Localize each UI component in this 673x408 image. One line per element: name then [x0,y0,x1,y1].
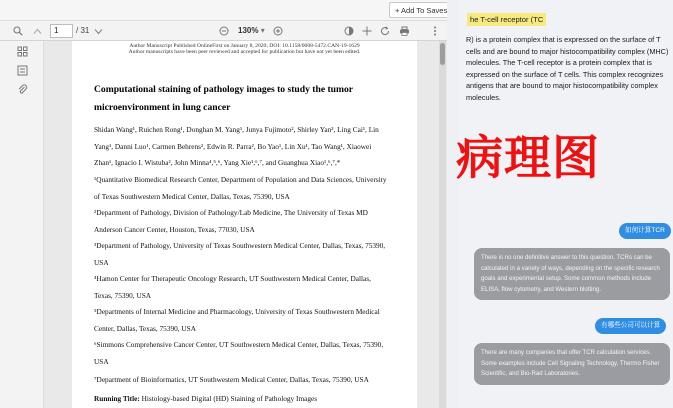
affiliation-line: USA [94,258,109,267]
highlighted-term: he T-cell receptor (TC [467,13,546,26]
panel-divider[interactable] [447,0,459,408]
affiliation-line: of Texas Southwestern Medical Center, Dallas, Texas, 75390, USA [94,192,290,201]
affiliation-line: Texas, 75390, USA [94,291,152,300]
affiliation-line: ⁵Departments of Internal Medicine and Pharmacology, University of Texas Southwestern Medical [94,307,380,316]
search-icon[interactable] [11,21,25,41]
add-to-saves-button[interactable]: + Add To Saves [389,2,447,18]
affiliation-line: ⁶Simmons Comprehensive Cancer Center, UT Southwestern Medical Center, Dallas, Texas, 75390, [94,340,384,349]
paperclip-icon[interactable] [16,84,28,96]
assistant-message: There is no one definitive answer to this question. TCRs can be calculated in a variety of ways, depending on the specific research goals and experimental setup. Some common methods include ELISA, flow cytometry, and Western blotting. [474,248,670,300]
user-message: 有哪些公司可以计算 [595,318,666,334]
scrollbar-thumb[interactable] [440,43,445,65]
affiliation-line: ⁷Department of Bioinformatics, UT Southwestern Medical Center, Dallas, Texas, 75390, USA [94,375,369,384]
author-line: Zhan¹, Ignacio I. Wistuba², John Minna⁴,⁵,⁶, Yang Xie¹,⁶,⁷, and Guanghua Xiao¹,⁶,⁷,* [94,158,341,167]
author-line: Yang¹, Danni Luo¹, Carmen Behrens², Edwin R. Parra², Bo Yao¹, Lin Xu¹, Tao Wang¹, Xiaowei [94,142,372,151]
running-title [94,394,317,403]
refresh-icon[interactable] [379,21,391,41]
running-title-label: Running Title: [94,394,140,403]
paper-title: Computational staining of pathology images to study the tumor microenvironment in lung cancer [94,84,353,113]
viewer-top-strip [0,0,447,20]
affiliation-line: ³Department of Pathology, University of Texas Southwestern Medical Center, Dallas, Texas, 75390, [94,241,386,250]
notice-line: Author manuscripts have been peer reviewed and accepted for publication but have not yet been edited. [128,49,361,56]
zoom-level[interactable] [238,21,265,41]
affiliation-line: Center, Dallas, Texas, 75390, USA [94,324,197,333]
contrast-icon[interactable] [343,21,355,41]
chat-panel [459,0,673,408]
page-total: / 31 [76,26,90,35]
affiliation-line: ²Department of Pathology, Division of Pathology/Lab Medicine, The University of Texas MD [94,208,368,217]
definition-text: R) is a protein complex that is expressed on the surface of T cells and are bound to major histocompatibility complex (MHC) molecules. The T-cell receptor is a protein complex that is expressed on the surface of T cells. This complex recognizes antigens that are bound to major histocompatibility complex molecules. [466,35,669,102]
pdf-scrollbar[interactable] [439,41,446,408]
zoom-caret-icon: ▾ [260,26,265,35]
affiliation-line: USA [94,357,109,366]
thumbnails-icon[interactable] [16,46,28,58]
move-icon[interactable] [361,21,373,41]
affiliation-line: ⁴Hamon Center for Therapeutic Oncology Research, UT Southwestern Medical Center, Dallas, [94,274,371,283]
chevron-up-icon[interactable] [31,21,43,41]
pdf-toolbar [0,20,447,41]
notice-line: Author Manuscript Published OnlineFirst on January 8, 2020; DOI: 10.1158/0008-5472.CAN-19-1629 [129,43,360,49]
watermark-text: 病理图 [456,131,600,186]
print-icon[interactable] [397,21,411,41]
assistant-message: There are many companies that offer TCR calculation services. Some examples include Cell Signaling Technology, Thermo Fisher Scientific, and Bio-Rad Laboratories. [474,343,670,385]
chevron-down-icon[interactable] [92,21,104,41]
affiliation-line: Anderson Cancer Center, Houston, Texas, 77030, USA [94,225,255,234]
author-line: Shidan Wang¹, Ruichen Rong¹, Donghan M. Yang¹, Junya Fujimoto², Shirley Yan³, Ling Cai¹, Lin [94,125,379,134]
page-number-input[interactable]: 1 [50,24,73,38]
running-title-text: Histology-based Digital (HD) Staining of Pathology Images [139,394,318,403]
zoom-value: 130% [238,26,259,35]
pdf-side-panel [0,41,44,408]
manuscript-notice [72,43,417,56]
pdf-page [72,41,417,408]
more-vertical-icon[interactable] [430,21,440,41]
user-message: 如何计算TCR [619,223,671,239]
outline-icon[interactable] [16,65,28,77]
zoom-in-icon[interactable] [272,21,284,41]
affiliation-line: ¹Quantitative Biomedical Research Center, Department of Population and Data Sciences, University [94,175,387,184]
zoom-out-icon[interactable] [218,21,230,41]
